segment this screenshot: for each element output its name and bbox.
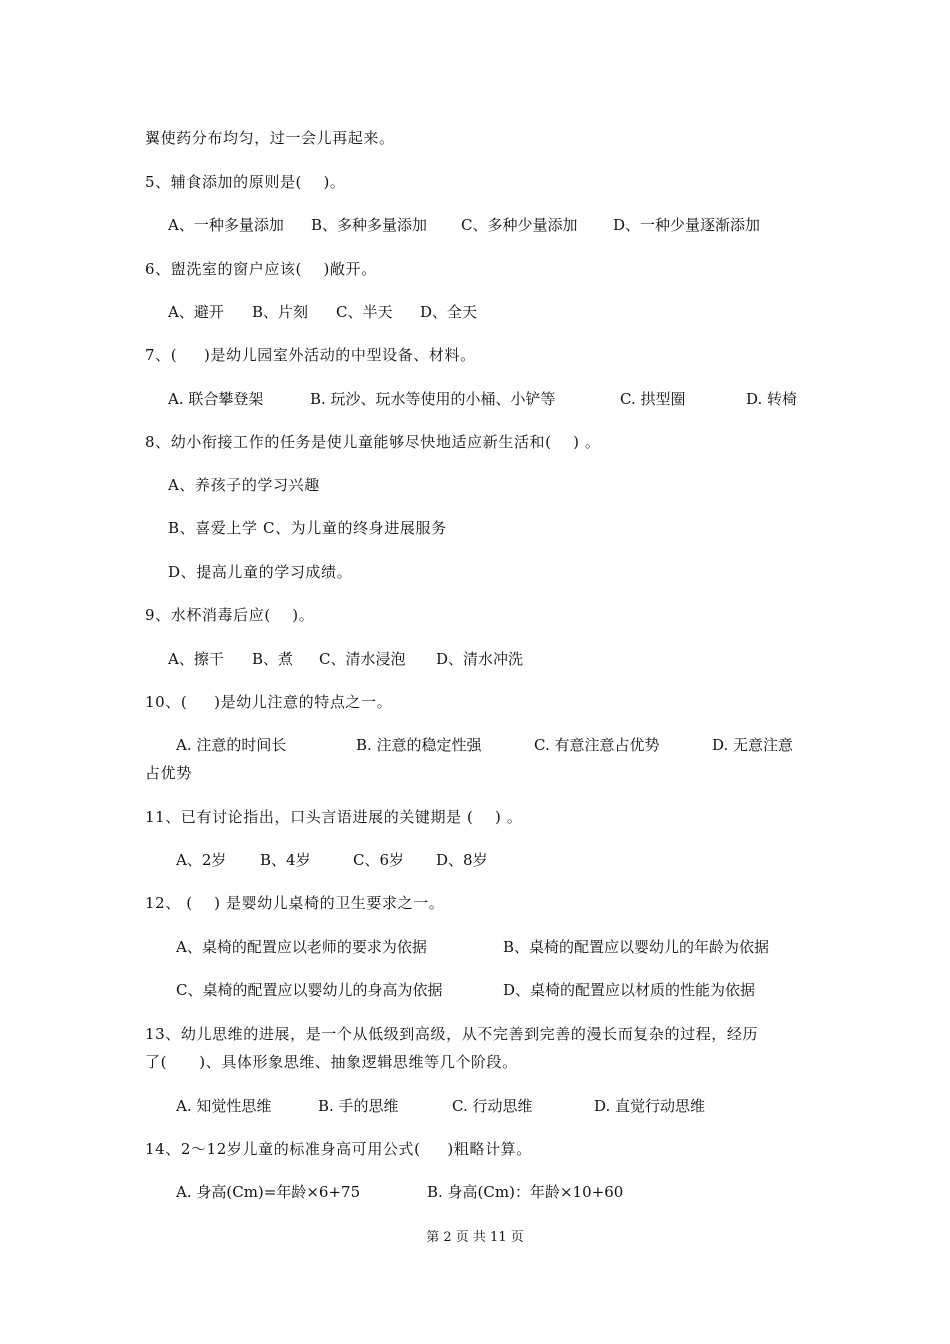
option-a: A、避开 [168,303,224,321]
question-10: 10、( )是幼儿注意的特点之一。 [145,693,393,711]
option-b: B、片刻 [252,303,309,321]
question-8: 8、幼小衔接工作的任务是使儿童能够尽快地适应新生活和( ) 。 [145,433,601,451]
option-c: C、清水浸泡 [319,650,406,668]
option-a: A. 身高(Cm)=年龄×6+75 [176,1183,361,1201]
option-b: B. 注意的稳定性强 [356,736,482,754]
option-a: A、养孩子的学习兴趣 [168,476,320,494]
question-13: 13、幼儿思维的进展，是一个从低级到高级，从不完善到完善的漫长而复杂的过程，经历 [145,1025,759,1043]
option-c: C、多种少量添加 [461,216,578,234]
option-bc: B、喜爱上学 C、为儿童的终身进展服务 [168,519,447,537]
option-d: D、提高儿童的学习成绩。 [168,563,353,581]
question-7: 7、( )是幼儿园室外活动的中型设备、材料。 [145,346,476,364]
page-footer: 第 2 页 共 11 页 [426,1230,524,1245]
option-a: A. 联合攀登架 [168,390,264,408]
option-b: B. 手的思维 [318,1097,399,1115]
option-c: C、桌椅的配置应以婴幼儿的身高为依据 [176,981,443,999]
option-c: C. 拱型圈 [620,390,686,408]
question-9: 9、水杯消毒后应( )。 [145,606,315,624]
option-a: A、擦干 [168,650,224,668]
option-b: B. 玩沙、玩水等使用的小桶、小铲等 [310,390,556,408]
option-c: C、半天 [336,303,393,321]
option-d: D、全天 [420,303,478,321]
option-d: D、桌椅的配置应以材质的性能为依据 [503,981,756,999]
option-d: D. 转椅 [746,390,798,408]
option-a: A、2岁 [176,851,227,869]
question-11: 11、已有讨论指出，口头言语进展的关键期是 ( ) 。 [145,808,523,826]
option-d: D. 无意注意 [712,736,794,754]
question-6: 6、盥洗室的窗户应该( )敞开。 [145,260,377,278]
option-b: B、桌椅的配置应以婴幼儿的年龄为依据 [503,938,770,956]
text-line: 翼使药分布均匀，过一会儿再起来。 [145,129,395,147]
option-d: D、8岁 [436,851,488,869]
option-d: D. 直觉行动思维 [594,1097,706,1115]
option-b: B. 身高(Cm)：年龄×10+60 [427,1183,624,1201]
option-d-continued: 占优势 [145,764,192,782]
question-14: 14、2～12岁儿童的标准身高可用公式( )粗略计算。 [145,1140,532,1158]
question-13-continued: 了( )、具体形象思维、抽象逻辑思维等几个阶段。 [145,1053,518,1071]
option-c: C. 行动思维 [452,1097,533,1115]
option-a: A、一种多量添加 [168,216,284,234]
option-a: A. 知觉性思维 [176,1097,272,1115]
option-a: A、桌椅的配置应以老师的要求为依据 [176,938,427,956]
question-12: 12、 ( ) 是婴幼儿桌椅的卫生要求之一。 [145,894,445,912]
option-c: C、6岁 [353,851,405,869]
question-5: 5、辅食添加的原则是( )。 [145,173,346,191]
option-b: B、4岁 [260,851,311,869]
option-d: D、一种少量逐渐添加 [613,216,761,234]
option-c: C. 有意注意占优势 [534,736,660,754]
option-d: D、清水冲洗 [436,650,524,668]
option-b: B、煮 [252,650,294,668]
option-b: B、多种多量添加 [311,216,428,234]
option-a: A. 注意的时间长 [176,736,287,754]
